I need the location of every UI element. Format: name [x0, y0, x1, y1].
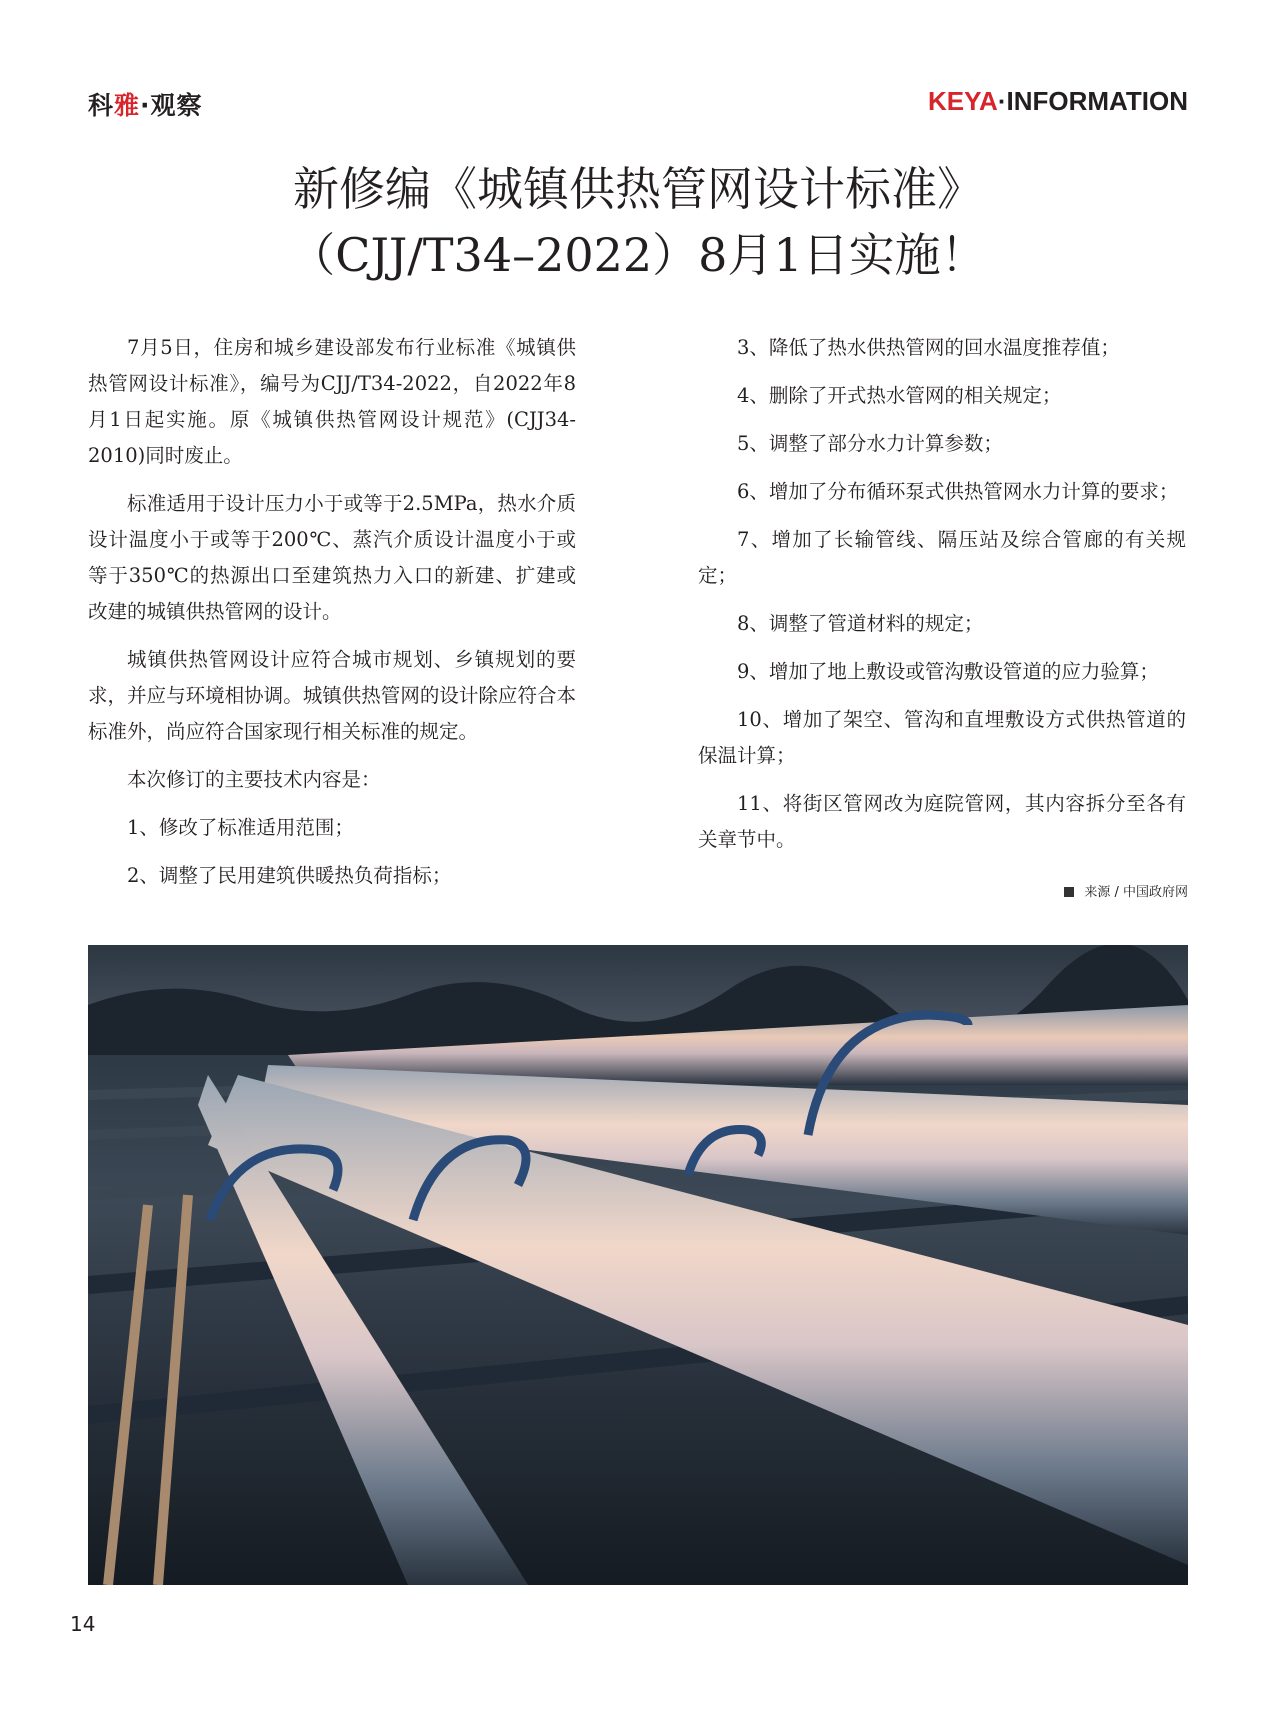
- page-number: 14: [70, 1612, 96, 1636]
- list-item: 1、修改了标准适用范围；: [127, 816, 354, 839]
- brand-char-1: 科: [88, 91, 115, 120]
- source-text: 来源 / 中国政府网: [1084, 885, 1188, 900]
- pipeline-illustration: [88, 945, 1188, 1585]
- list-item: 2、调整了民用建筑供暖热负荷指标；: [127, 864, 452, 887]
- list-item: 9、增加了地上敷设或管沟敷设管道的应力验算；: [737, 660, 1159, 683]
- source-credit: [1064, 881, 1188, 900]
- column-brand: [88, 86, 203, 122]
- list-item: 11、将街区管网改为庭院管网，其内容拆分至各有关章节中。: [698, 792, 1186, 851]
- list-item: 10、增加了架空、管沟和直埋敷设方式供热管道的保温计算；: [698, 708, 1186, 767]
- list-item: 5、调整了部分水力计算参数；: [737, 432, 1003, 455]
- brand-char-2: 雅: [114, 91, 141, 120]
- left-column: [88, 330, 576, 906]
- list-item: 3、降低了热水供热管网的回水温度推荐值；: [737, 336, 1120, 359]
- column-name: ·观察: [140, 91, 203, 120]
- paragraph: 本次修订的主要技术内容是：: [127, 768, 381, 791]
- list-item: 7、增加了长输管线、隔压站及综合管廊的有关规定；: [698, 528, 1186, 587]
- paragraph: 城镇供热管网设计应符合城市规划、乡镇规划的要求，并应与环境相协调。城镇供热管网的设计除应符合本标准外，尚应符合国家现行相关标准的规定。: [88, 648, 576, 743]
- article-title-line-2: （CJJ/T34–2022）8月1日实施！: [289, 228, 987, 282]
- column-name-en: ·INFORMATION: [997, 86, 1188, 116]
- paragraph: 标准适用于设计压力小于或等于2.5MPa，热水介质设计温度小于或等于200℃、蒸汽介质设计温度小于或等于350℃的热源出口至建筑热力入口的新建、扩建或改建的城镇供热管网的设计。: [88, 492, 576, 623]
- list-item: 4、删除了开式热水管网的相关规定；: [737, 384, 1062, 407]
- list-item: 8、调整了管道材料的规定；: [737, 612, 984, 635]
- right-column: [698, 330, 1186, 870]
- column-brand-english: [928, 86, 1188, 117]
- square-bullet-icon: [1064, 887, 1074, 897]
- paragraph: 7月5日，住房和城乡建设部发布行业标准《城镇供热管网设计标准》，编号为CJJ/T34-2022，自2022年8月1日起实施。原《城镇供热管网设计规范》(CJJ34-2010)同时废止。: [88, 336, 576, 467]
- list-item: 6、增加了分布循环泵式供热管网水力计算的要求；: [737, 480, 1179, 503]
- article-title-line-1: 新修编《城镇供热管网设计标准》: [293, 162, 983, 216]
- pipeline-photo: [88, 945, 1188, 1585]
- brand-name-en: KEYA: [927, 86, 998, 116]
